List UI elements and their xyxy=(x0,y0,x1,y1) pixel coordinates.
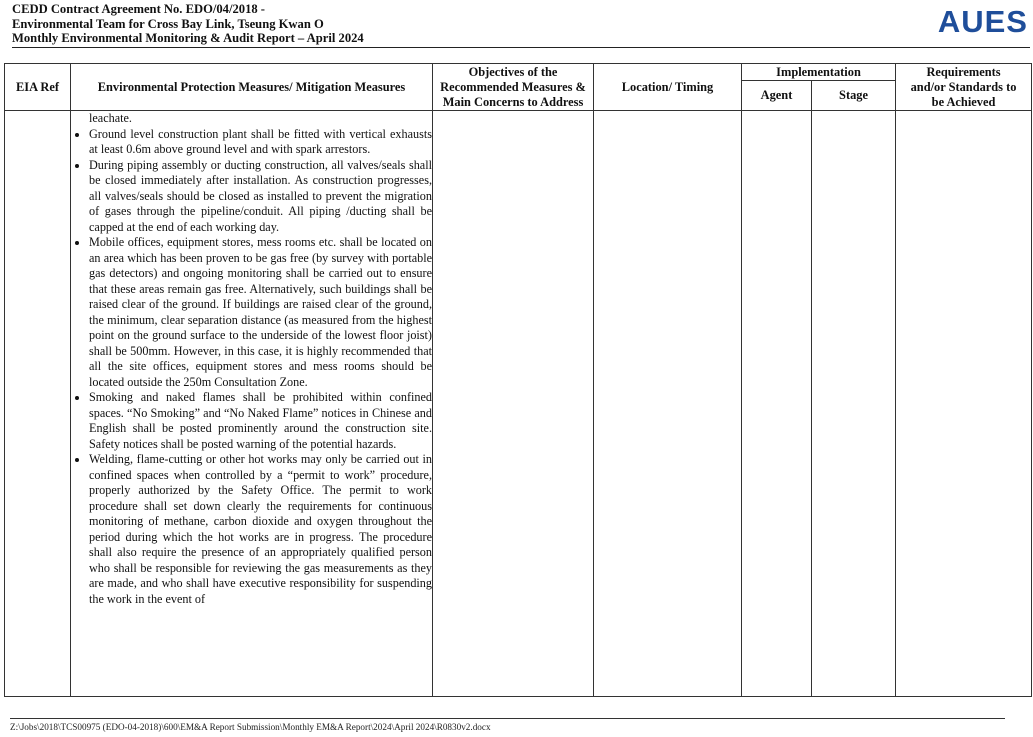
col-header-eia-ref: EIA Ref xyxy=(5,64,71,111)
cell-requirements xyxy=(896,111,1032,697)
team-line: Environmental Team for Cross Bay Link, Tseung Kwan O xyxy=(12,16,324,31)
cell-agent xyxy=(742,111,812,697)
cell-stage xyxy=(812,111,896,697)
list-item: • Smoking and naked flames shall be prohibited within confined spaces. “No Smoking” and “No Naked Flame” notices in Chinese and English shall be posted prominently around the construction site. Safety notices shall be posted warning of the potential hazards. xyxy=(89,390,432,452)
col-header-agent: Agent xyxy=(742,81,812,111)
contract-line: CEDD Contract Agreement No. EDO/04/2018 - xyxy=(12,2,266,16)
cell-objectives xyxy=(433,111,594,697)
col-header-objectives: Objectives of the Recommended Measures & Main Concerns to Address xyxy=(433,64,594,111)
cell-eia-ref xyxy=(5,111,71,697)
col-header-measures: Environmental Protection Measures/ Mitigation Measures xyxy=(71,64,433,111)
cell-location xyxy=(594,111,742,697)
table-row xyxy=(5,111,1032,697)
continuation-text: leachate. xyxy=(89,111,132,125)
list-item: • Mobile offices, equipment stores, mess rooms etc. shall be located on an area which has been proven to be gas free (by survey with portable gas detectors) and ongoing monitoring shall be carried out to ensure that these areas remain gas free. Alternatively, such buildings shall be raised clear of the ground. If buildings are raised clear of the ground, the minimum, clear separation distance (as measured from the highest point on the ground surface to the underside of the lowest floor joist) shall be 500mm. However, in this case, it is highly recommended that all the site offices, equipment stores and mess rooms should be located outside the 250m Consultation Zone. xyxy=(89,235,432,390)
list-item: • During piping assembly or ducting construction, all valves/seals shall be closed immediately after installation. As construction progresses, all valves/seals should be closed as installed to prevent the migration of gases through the pipeline/conduit. All piping /ducting shall be capped at the end of each working day. xyxy=(89,158,432,236)
aues-logo: AUES xyxy=(937,4,1028,39)
header-divider xyxy=(12,47,1030,48)
col-header-location: Location/ Timing xyxy=(594,64,742,111)
col-header-requirements: Requirements and/or Standards to be Achieved xyxy=(896,64,1032,111)
page-header xyxy=(12,2,1030,46)
footer-divider xyxy=(10,718,1005,719)
col-header-implementation: Implementation xyxy=(742,64,896,81)
file-path-footer: Z:\Jobs\2018\TCS00975 (EDO-04-2018)\600\EM&A Report Submission\Monthly EM&A Report\2024\April 2024\R0830v2.docx xyxy=(10,722,491,732)
cell-measures xyxy=(71,111,433,697)
list-item: • Welding, flame-cutting or other hot works may only be carried out in confined spaces when controlled by a “permit to work” procedure, properly authorized by the Safety Office. The permit to work procedure shall set down clearly the requirements for continuous monitoring of methane, carbon dioxide and oxygen throughout the period during which the hot works are in progress. The procedure shall also require the presence of an appropriately qualified person who shall be responsible for reviewing the gas measurements as they are made, and who shall have executive responsibility for suspending the work in the event of xyxy=(89,452,432,607)
report-line: Monthly Environmental Monitoring & Audit Report – April 2024 xyxy=(12,31,364,46)
report-title-block xyxy=(12,2,364,46)
mitigation-measures-table xyxy=(4,63,1032,697)
col-header-stage: Stage xyxy=(812,81,896,111)
list-item: • Ground level construction plant shall be fitted with vertical exhausts at least 0.6m above ground level and with spark arrestors. xyxy=(89,127,432,158)
measures-list xyxy=(71,127,432,608)
